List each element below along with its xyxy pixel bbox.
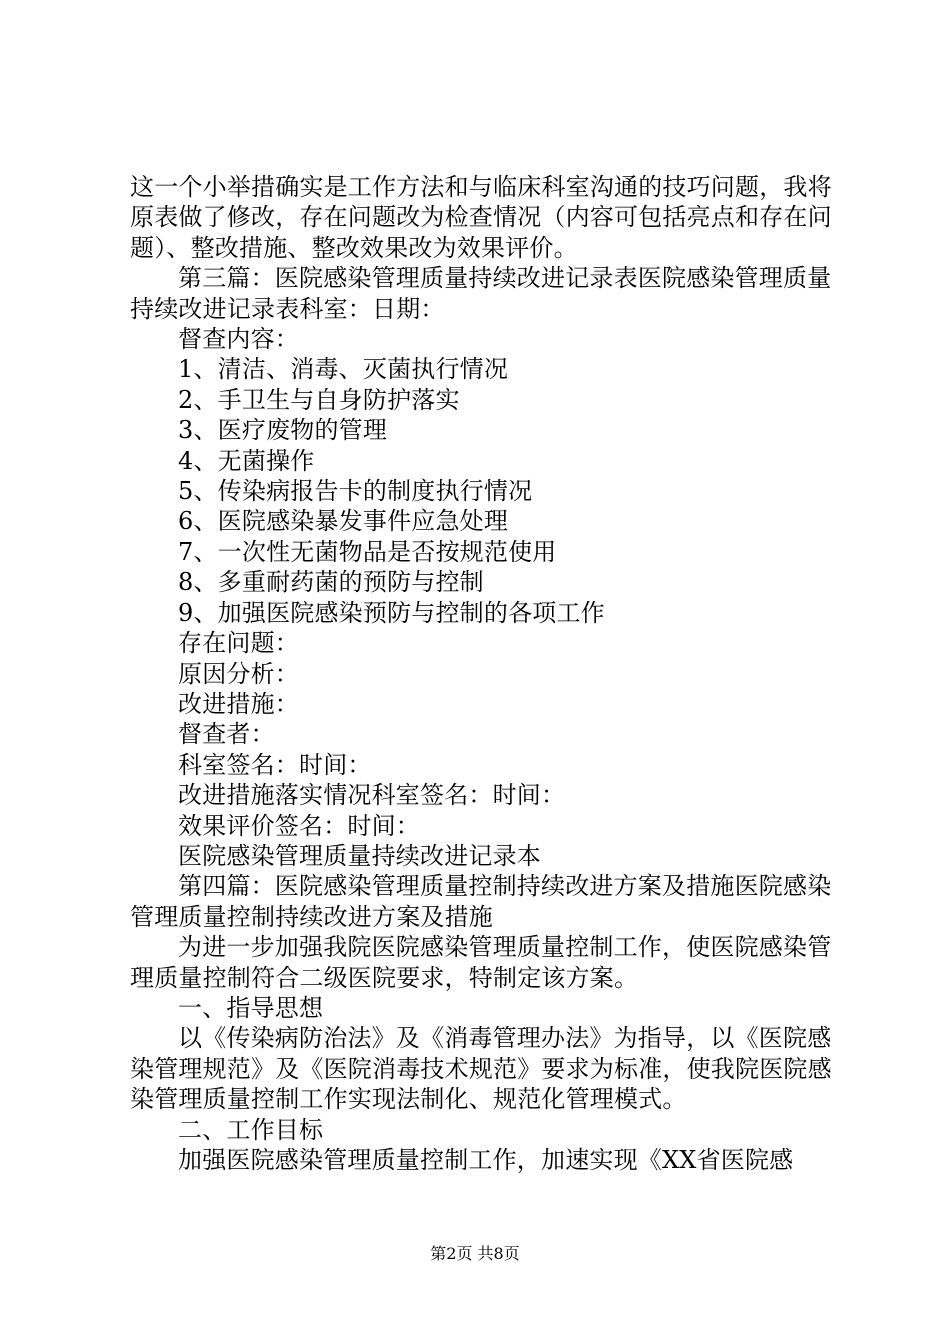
- paragraph: 2、手卫生与自身防护落实: [178, 385, 460, 414]
- paragraph: 3、医疗废物的管理: [178, 416, 388, 445]
- document-body: [130, 172, 835, 1175]
- paragraph: 为进一步加强我院医院感染管理质量控制工作，使医院感染管理质量控制符合二级医院要求，特制定该方案。: [130, 933, 832, 992]
- paragraph: 改进措施：: [178, 689, 299, 718]
- paragraph: 改进措施落实情况科室签名：时间：: [178, 781, 566, 810]
- paragraph: 8、多重耐药菌的预防与控制: [178, 568, 484, 597]
- paragraph: 效果评价签名：时间：: [178, 811, 420, 840]
- paragraph: 这一个小举措确实是工作方法和与临床科室沟通的技巧问题，我将原表做了修改，存在问题改为检查情况（内容可包括亮点和存在问题）、整改措施、整改效果改为效果评价。: [130, 173, 832, 262]
- paragraph: 7、一次性无菌物品是否按规范使用: [178, 537, 557, 566]
- paragraph: 二、工作目标: [178, 1115, 324, 1144]
- paragraph: 6、医院感染暴发事件应急处理: [178, 507, 509, 536]
- paragraph: 以《传染病防治法》及《消毒管理办法》为指导，以《医院感染管理规范》及《医院消毒技术规范》要求为标准，使我院医院感染管理质量控制工作实现法制化、规范化管理模式。: [130, 1024, 832, 1114]
- paragraph: 4、无菌操作: [178, 446, 315, 475]
- page-footer: 第2页 共8页: [430, 1244, 520, 1263]
- paragraph: 医院感染管理质量持续改进记录本: [178, 841, 541, 870]
- paragraph: 加强医院感染管理质量控制工作，加速实现《XX省医院感: [178, 1146, 794, 1174]
- paragraph: 第四篇：医院感染管理质量控制持续改进方案及措施医院感染管理质量控制持续改进方案及措施: [130, 872, 832, 931]
- paragraph: 一、指导思想: [178, 993, 324, 1022]
- paragraph: 科室签名：时间：: [178, 750, 372, 779]
- paragraph: 5、传染病报告卡的制度执行情况: [178, 477, 533, 506]
- paragraph: 第三篇：医院感染管理质量持续改进记录表医院感染管理质量持续改进记录表科室：日期：: [130, 264, 832, 323]
- paragraph: 原因分析：: [178, 659, 299, 688]
- paragraph: 9、加强医院感染预防与控制的各项工作: [178, 598, 605, 627]
- paragraph: 存在问题：: [178, 629, 299, 658]
- paragraph: 督查者：: [178, 720, 275, 749]
- paragraph: 督查内容：: [178, 325, 299, 354]
- paragraph: 1、清洁、消毒、灭菌执行情况: [178, 355, 509, 384]
